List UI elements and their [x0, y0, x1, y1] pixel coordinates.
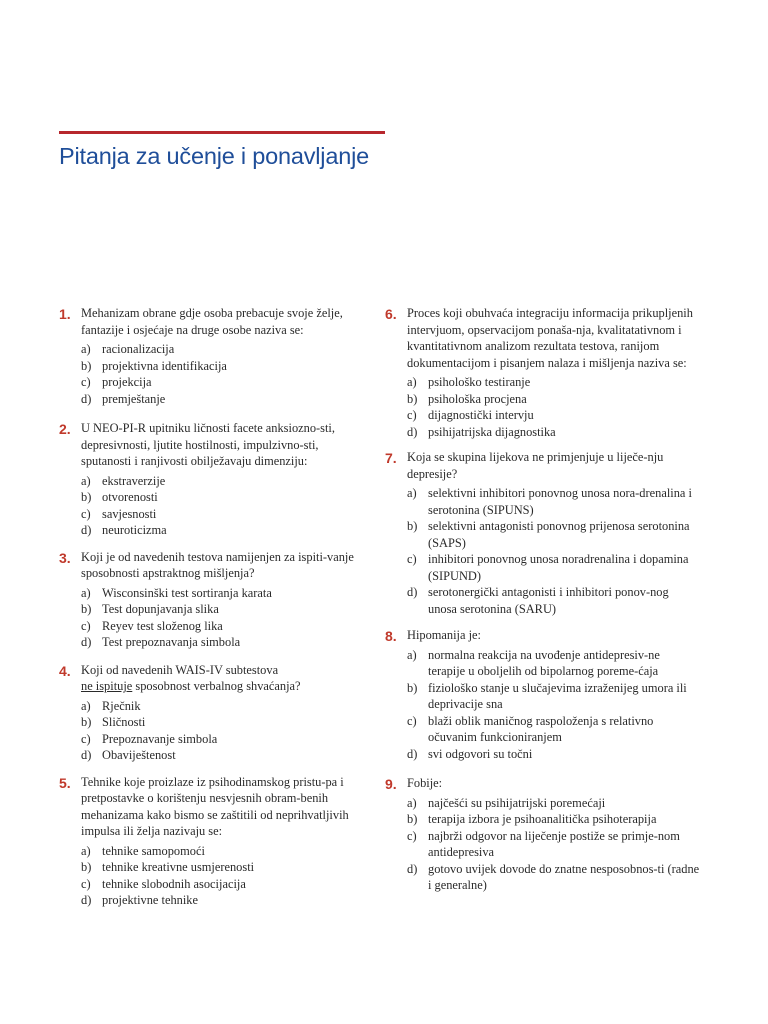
question-block — [59, 420, 371, 539]
answer-list — [81, 341, 371, 407]
question-text: Mehanizam obrane gdje osoba prebacuje svoje želje, fantazije i osjećaje na druge osobe naziva se: — [81, 306, 343, 337]
answer-option — [81, 876, 371, 893]
answer-text: serotonergički antagonisti i inhibitori ponov-nog unosa serotonina (SARU) — [428, 585, 669, 616]
question-block — [385, 449, 700, 617]
answer-list — [81, 473, 371, 539]
answer-option — [407, 811, 700, 828]
answer-text: tehnike samopomoći — [102, 843, 205, 858]
answer-letter: c) — [407, 552, 417, 566]
answer-letter: c) — [81, 876, 91, 891]
answer-letter: c) — [81, 618, 91, 633]
answer-letter: a) — [407, 375, 417, 389]
answer-letter: b) — [81, 860, 92, 874]
answer-text: Rječnik — [102, 698, 141, 713]
answer-letter: d) — [407, 746, 418, 761]
answer-letter: a) — [81, 342, 91, 356]
answer-option — [81, 374, 371, 391]
answer-text: otvorenosti — [102, 490, 158, 504]
answer-option — [81, 506, 371, 523]
answer-letter: c) — [81, 375, 91, 389]
answer-option — [81, 601, 371, 618]
answer-letter: c) — [407, 713, 417, 728]
question-number: 5. — [59, 774, 71, 791]
answer-letter: b) — [407, 391, 418, 406]
answer-text: fiziološko stanje u slučajevima izraženijeg umora ili deprivacije sna — [428, 680, 687, 711]
answer-option — [81, 358, 371, 375]
question-number: 1. — [59, 306, 71, 322]
answer-option — [81, 843, 371, 860]
answer-option — [81, 391, 371, 408]
answer-letter: b) — [407, 519, 418, 533]
answer-option — [407, 407, 700, 424]
answer-option — [81, 473, 371, 490]
answer-option — [81, 585, 371, 602]
right-column — [385, 305, 700, 894]
answer-option — [407, 518, 700, 551]
answer-letter: a) — [407, 795, 417, 810]
answer-text: projektivne tehnike — [102, 893, 198, 907]
answer-option — [81, 698, 371, 715]
question-number: 8. — [385, 628, 397, 644]
answer-list — [81, 698, 371, 764]
answer-text: tehnike slobodnih asocijacija — [102, 876, 246, 891]
question-block — [59, 305, 371, 407]
answer-option — [81, 341, 371, 358]
answer-option — [407, 374, 700, 391]
answer-option — [407, 828, 700, 861]
question-block — [385, 627, 700, 762]
question-number: 6. — [385, 306, 397, 322]
answer-text: najbrži odgovor na liječenje postiže se primje-nom antidepresiva — [428, 828, 680, 859]
answer-text: premještanje — [102, 391, 166, 406]
answer-letter: d) — [407, 424, 418, 439]
answer-letter: b) — [81, 602, 92, 616]
answer-text: dijagnostički intervju — [428, 408, 534, 422]
answer-letter: a) — [407, 647, 417, 662]
answer-option — [407, 680, 700, 713]
answer-list — [407, 374, 700, 440]
answer-option — [81, 747, 371, 764]
answer-letter: d) — [81, 748, 92, 762]
answer-letter: d) — [81, 523, 92, 537]
question-text: Hipomanija je: — [407, 628, 481, 642]
answer-text: racionalizacija — [102, 342, 175, 356]
answer-option — [407, 713, 700, 746]
answer-text: terapija izbora je psihoanalitička psihoterapija — [428, 812, 657, 826]
answer-letter: d) — [81, 391, 92, 406]
question-block — [59, 549, 371, 651]
title-rule — [59, 131, 385, 134]
answer-list — [407, 647, 700, 763]
answer-option — [81, 618, 371, 635]
answer-letter: b) — [81, 358, 92, 373]
answer-text: svi odgovori su točni — [428, 746, 533, 761]
answer-text: Sličnosti — [102, 715, 146, 729]
answer-text: savjesnosti — [102, 506, 157, 521]
left-column — [59, 305, 371, 909]
question-block — [59, 774, 371, 909]
answer-option — [407, 551, 700, 584]
question-text: U NEO-PI-R upitniku ličnosti facete anksiozno-sti, depresivnosti, ljutite hostilnosti, impulzivno-sti, sputanosti i ranjivosti obilježavaju dimenziju: — [81, 421, 335, 468]
answer-option — [407, 746, 700, 763]
answer-text: psihijatrijska dijagnostika — [428, 424, 556, 439]
question-text — [81, 662, 371, 695]
answer-text: Test prepoznavanja simbola — [102, 635, 241, 649]
question-text: Fobije: — [407, 776, 443, 790]
answer-option — [407, 391, 700, 408]
answer-text: psihološko testiranje — [428, 375, 531, 389]
answer-letter: b) — [81, 490, 92, 504]
answer-letter: d) — [81, 893, 92, 907]
answer-letter: a) — [81, 473, 91, 488]
answer-option — [407, 485, 700, 518]
question-number: 7. — [385, 450, 397, 466]
page-title: Pitanja za učenje i ponavljanje — [59, 143, 369, 169]
answer-text: selektivni inhibitori ponovnog unosa nora-drenalina i serotonina (SIPUNS) — [428, 486, 692, 517]
answer-text: neuroticizma — [102, 523, 167, 537]
answer-text: gotovo uvijek dovode do znatne nesposobnos-ti (radne i generalne) — [428, 861, 700, 892]
answer-text: Obaviještenost — [102, 748, 176, 762]
answer-option — [81, 522, 371, 539]
answer-letter: b) — [81, 715, 92, 729]
answer-letter: c) — [407, 828, 417, 843]
question-text: Proces koji obuhvaća integraciju informacija prikupljenih intervjuom, opservacijom ponaša-nja, kvalitatativnom i kvantitativnom analizom rezultata testova, ranijom dokumentacijom i pisanjem nalaza i mišljenja naziva se: — [407, 306, 693, 370]
answer-text: inhibitori ponovnog unosa noradrenalina i dopamina (SIPUND) — [428, 552, 689, 583]
answer-letter: a) — [81, 585, 91, 600]
answer-letter: c) — [407, 408, 417, 422]
question-text-part: Koji od navedenih WAIS-IV subtestova — [81, 662, 279, 677]
answer-option — [81, 714, 371, 731]
question-block — [59, 662, 371, 764]
answer-text: Reyev test složenog lika — [102, 618, 223, 633]
answer-letter: d) — [407, 585, 418, 599]
answer-text: Prepoznavanje simbola — [102, 731, 218, 746]
answer-text: tehnike kreativne usmjerenosti — [102, 860, 255, 874]
answer-option — [81, 859, 371, 876]
answer-option — [81, 731, 371, 748]
answer-text: psihološka procjena — [428, 391, 527, 406]
answer-text: normalna reakcija na uvođenje antidepresiv-ne terapije u oboljelih od bipolarnog poreme-ćaja — [428, 647, 660, 678]
question-block — [385, 775, 700, 894]
question-number: 4. — [59, 662, 71, 679]
answer-letter: a) — [81, 698, 91, 713]
answer-text: blaži oblik maničnog raspoloženja s relativno očuvanim funkcioniranjem — [428, 713, 654, 744]
answer-text: Test dopunjavanja slika — [102, 602, 219, 616]
question-number: 3. — [59, 549, 71, 566]
answer-option — [407, 424, 700, 441]
answer-option — [407, 647, 700, 680]
question-text: Koji je od navedenih testova namijenjen za ispiti-vanje sposobnosti apstraktnog mišljenja? — [81, 549, 354, 580]
answer-text: projekcija — [102, 375, 152, 389]
question-number: 9. — [385, 776, 397, 792]
answer-letter: a) — [81, 843, 91, 858]
answer-option — [407, 861, 700, 894]
question-text-part: sposobnost verbalnog shvaćanja? — [135, 679, 301, 693]
answer-list — [407, 795, 700, 894]
answer-text: Wisconsinški test sortiranja karata — [102, 585, 272, 600]
answer-list — [81, 585, 371, 651]
answer-letter: b) — [407, 812, 418, 826]
answer-text: najčešći su psihijatrijski poremećaji — [428, 795, 606, 810]
answer-letter: c) — [81, 506, 91, 521]
answer-option — [81, 892, 371, 909]
answer-text: ekstraverzije — [102, 473, 166, 488]
answer-option — [81, 634, 371, 651]
question-text-underlined: ne ispituje — [81, 679, 133, 693]
answer-letter: b) — [407, 680, 418, 695]
answer-option — [407, 584, 700, 617]
answer-list — [81, 843, 371, 909]
answer-option — [81, 489, 371, 506]
question-text: Tehnike koje proizlaze iz psihodinamskog pristu-pa i pretpostavke o korištenju nesvjesnih obram-benih mehanizama kako bismo se zaštitili od neprihvatljivih impulsa ili želja nazivaju se: — [81, 774, 349, 838]
answer-option — [407, 795, 700, 812]
answer-text: selektivni antagonisti ponovnog prijenosa serotonina (SAPS) — [428, 519, 690, 550]
question-text: Koja se skupina lijekova ne primjenjuje u liječe-nju depresije? — [407, 450, 664, 481]
answer-list — [407, 485, 700, 617]
answer-letter: c) — [81, 731, 91, 746]
answer-letter: a) — [407, 486, 417, 500]
answer-text: projektivna identifikacija — [102, 358, 227, 373]
question-number: 2. — [59, 421, 71, 437]
answer-letter: d) — [407, 861, 418, 876]
answer-letter: d) — [81, 635, 92, 649]
question-block — [385, 305, 700, 440]
